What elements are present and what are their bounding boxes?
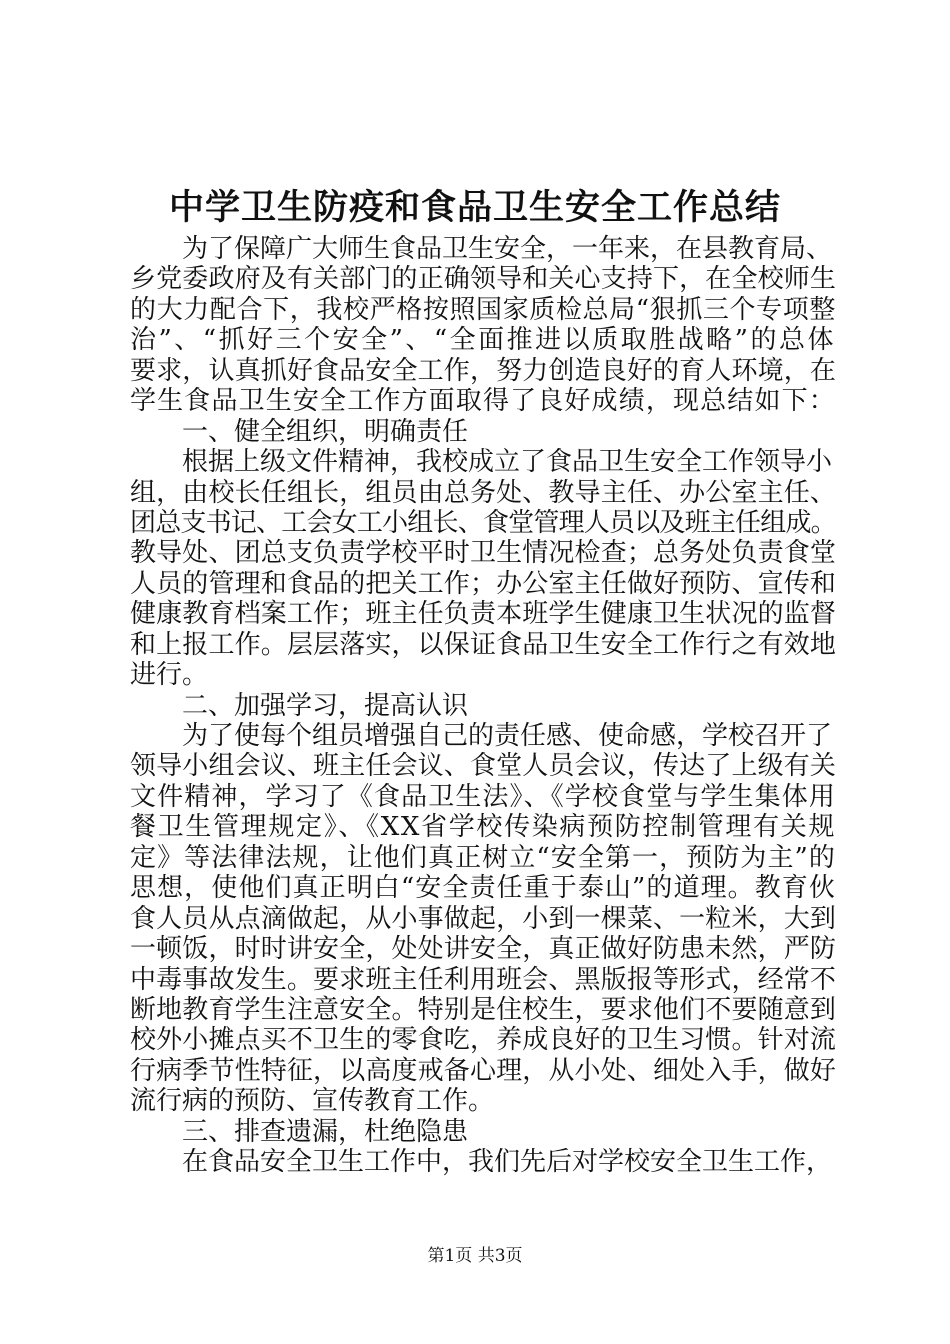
text-line: 二、加强学习，提高认识 — [182, 690, 469, 721]
text-line: 一、健全组织，明确责任 — [182, 416, 469, 447]
text-line: 流行病的预防、宣传教育工作。 — [130, 1086, 495, 1117]
text-line: 在食品安全卫生工作中，我们先后对学校安全卫生工作， — [182, 1147, 833, 1178]
text-line: 治”、“抓好三个安全”、“全面推进以质取胜战略”的总体 — [130, 325, 836, 356]
text-line: 思想，使他们真正明白“安全责任重于泰山”的道理。教育伙 — [130, 873, 837, 904]
text-line: 根据上级文件精神，我校成立了食品卫生安全工作领导小 — [182, 447, 833, 478]
text-line: 组，由校长任组长，组员由总务处、教导主任、办公室主任、 — [130, 477, 837, 508]
document-body — [130, 234, 836, 1178]
text-line: 进行。 — [130, 660, 209, 691]
text-line: 为了保障广大师生食品卫生安全，一年来，在县教育局、 — [182, 234, 833, 264]
text-line: 断地教育学生注意安全。特别是住校生，要求他们不要随意到 — [130, 994, 837, 1025]
text-line: 一顿饭，时时讲安全，处处讲安全，真正做好防患未然，严防 — [130, 934, 837, 965]
text-line: 文件精神，学习了《食品卫生法》、《学校食堂与学生集体用 — [130, 781, 836, 812]
text-line: 人员的管理和食品的把关工作；办公室主任做好预防、宣传和 — [130, 568, 837, 599]
text-line: 要求，认真抓好食品安全工作，努力创造良好的育人环境，在 — [130, 355, 837, 386]
document-title: 中学卫生防疫和食品卫生安全工作总结 — [168, 187, 781, 228]
text-line: 的大力配合下，我校严格按照国家质检总局“狠抓三个专项整 — [130, 294, 837, 325]
text-line: 校外小摊点买不卫生的零食吃，养成良好的卫生习惯。针对流 — [130, 1025, 837, 1056]
text-line: 行病季节性特征，以高度戒备心理，从小处、细处入手，做好 — [130, 1055, 837, 1086]
text-line: 三、排查遗漏，杜绝隐患 — [182, 1116, 469, 1147]
text-line: 领导小组会议、班主任会议、食堂人员会议，传达了上级有关 — [130, 751, 837, 782]
text-line: 和上报工作。层层落实，以保证食品卫生安全工作行之有效地 — [130, 629, 837, 660]
page-footer: 第1页 共3页 — [427, 1246, 523, 1266]
text-line: 中毒事故发生。要求班主任利用班会、黑版报等形式，经常不 — [130, 964, 837, 995]
text-line: 教导处、团总支负责学校平时卫生情况检查；总务处负责食堂 — [130, 538, 837, 569]
text-line: 学生食品卫生安全工作方面取得了良好成绩，现总结如下： — [130, 386, 836, 417]
text-line: 健康教育档案工作；班主任负责本班学生健康卫生状况的监督 — [130, 599, 837, 630]
text-line: 团总支书记、工会女工小组长、食堂管理人员以及班主任组成。 — [130, 507, 836, 538]
text-line: 食人员从点滴做起，从小事做起，小到一棵菜、一粒米，大到 — [130, 903, 837, 934]
text-line: 定》等法律法规，让他们真正树立“安全第一，预防为主”的 — [130, 842, 837, 873]
text-line: 餐卫生管理规定》、《XX省学校传染病预防控制管理有关规 — [130, 812, 837, 843]
text-line: 乡党委政府及有关部门的正确领导和关心支持下，在全校师生 — [130, 264, 837, 295]
text-line: 为了使每个组员增强自己的责任感、使命感，学校召开了 — [182, 721, 833, 751]
